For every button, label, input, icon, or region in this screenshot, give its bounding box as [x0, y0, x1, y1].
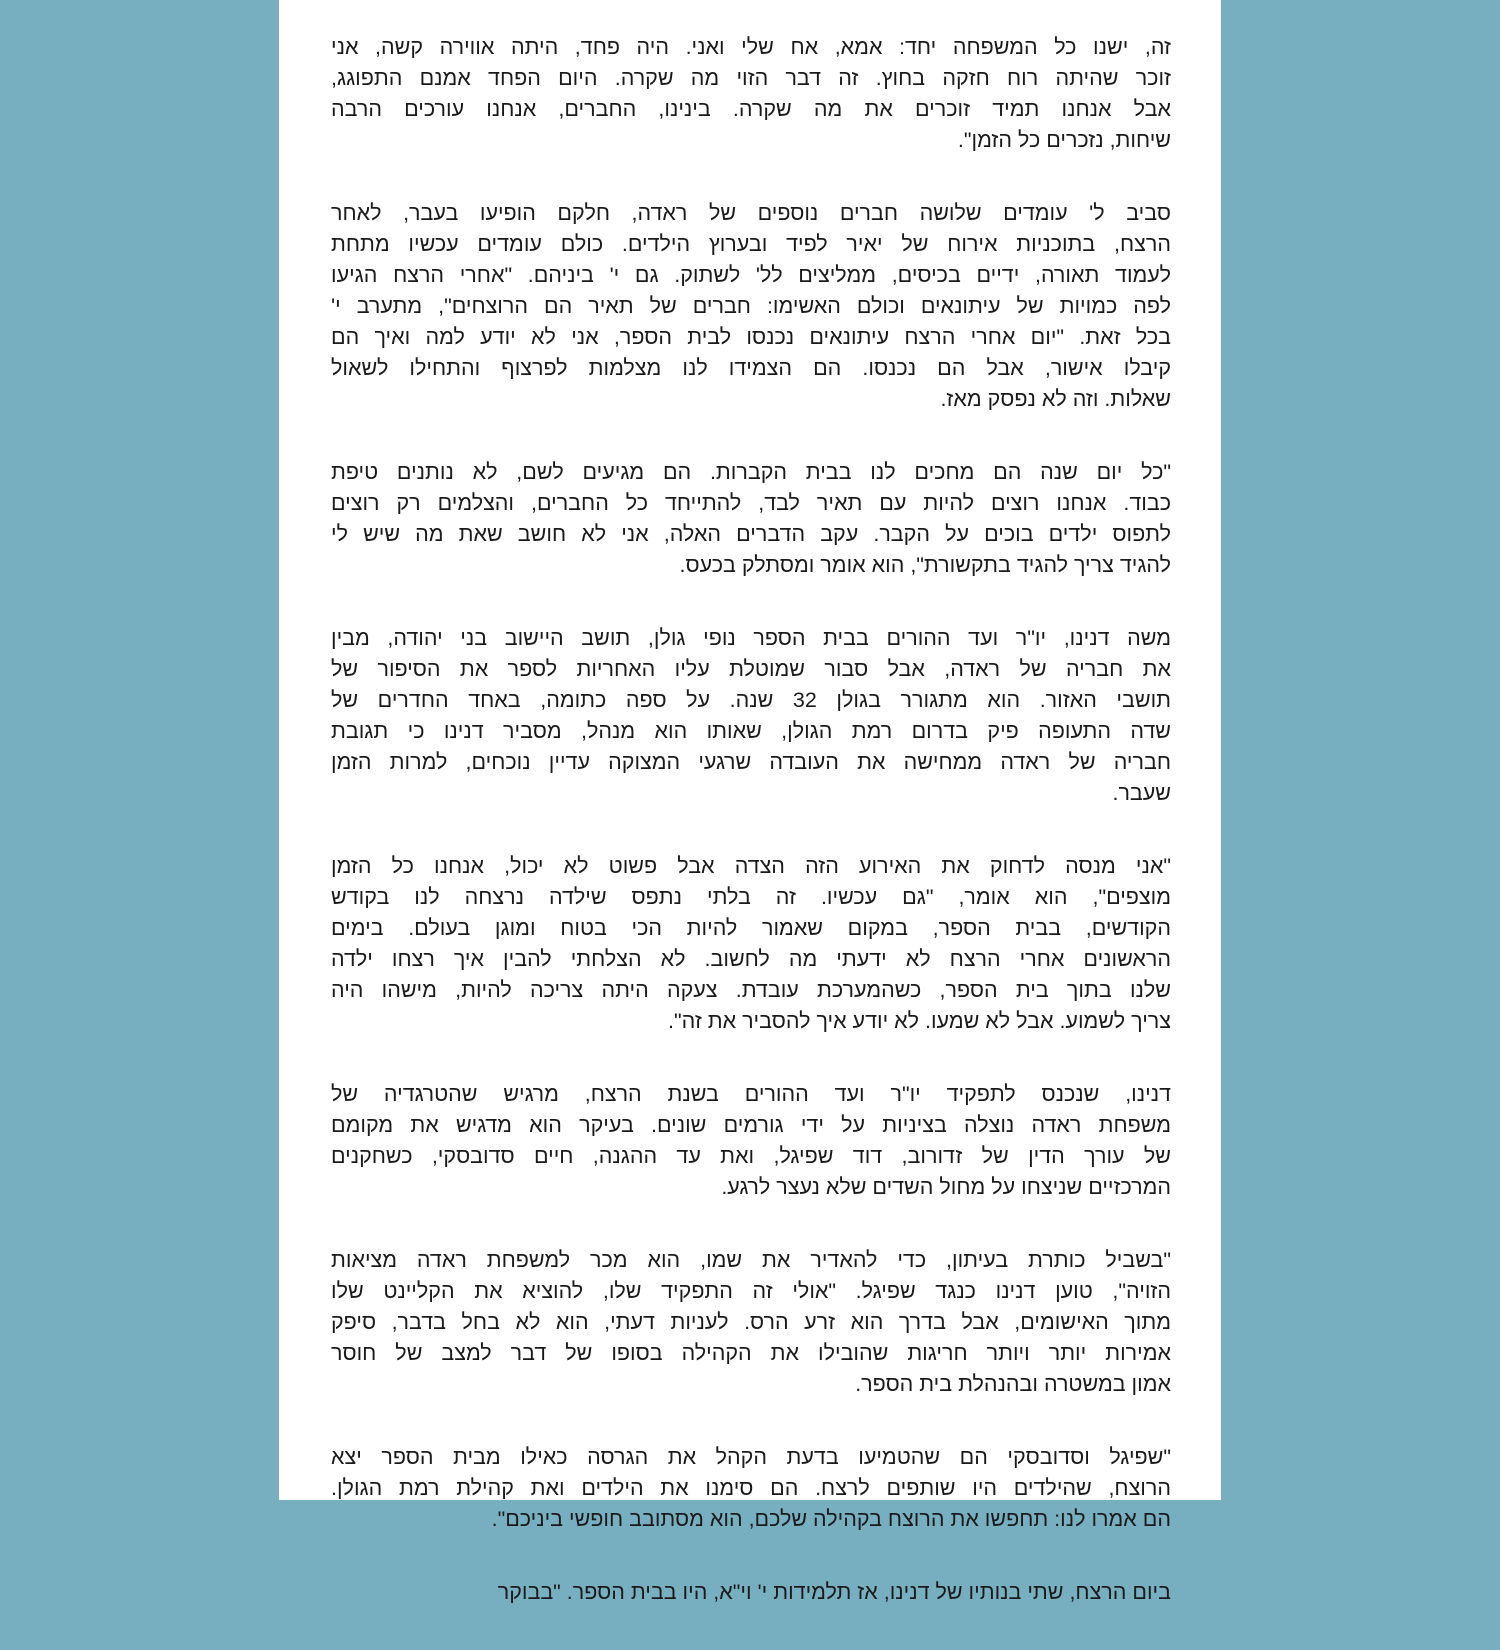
text-line: שיחות, נזכרים כל הזמן". — [957, 128, 1171, 152]
text-line: תושבי האזור. הוא מתגורר בגולן 32 שנה. על ספה כתומה, באחד החדרים של — [331, 688, 1172, 712]
paragraph — [331, 1442, 1171, 1535]
text-line: זוכר שהיתה רוח חזקה בחוץ. זה דבר הזוי מה שקרה. היום הפחד אמנם התפוגג, — [331, 66, 1171, 90]
text-line: שדה התעופה פיק בדרום רמת הגולן, שאותו הוא מנהל, מסביר דנינו כי תגובת — [331, 719, 1171, 743]
text-line: "כל יום שנה הם מחכים לנו בבית הקברות. הם מגיעים לשם, לא נותנים טיפת — [331, 460, 1171, 484]
paragraph — [331, 623, 1171, 809]
text-line: את חבריה של ראדה, אבל סבור שמוטלת עליו האחריות לספר את הסיפור של — [331, 657, 1171, 681]
text-line: כבוד. אנחנו רוצים להיות עם תאיר לבד, להתייחד כל החברים, והצלמים רק רוצים — [331, 491, 1171, 515]
text-line: צריך לשמוע. אבל לא שמעו. לא יודע איך להסביר את זה". — [668, 1009, 1171, 1033]
text-line: שלנו בתוך בית הספר, כשהמערכת עובדת. צעקה היתה צריכה להיות, מישהו היה — [331, 978, 1171, 1002]
paragraph — [331, 32, 1171, 156]
text-line: קיבלו אישור, אבל הם נכנסו. הם הצמידו לנו מצלמות לפרצוף והתחילו לשאול — [331, 356, 1171, 380]
text-line: משפחת ראדה נוצלה בציניות על ידי גורמים שונים. בעיקר הוא מדגיש את מקומם — [331, 1113, 1171, 1137]
paragraph — [331, 1577, 1171, 1608]
text-line: "בשביל כותרת בעיתון, כדי להאדיר את שמו, הוא מכר למשפחת ראדה מציאות — [331, 1248, 1171, 1272]
text-line: זה, ישנו כל המשפחה יחד: אמא, אח שלי ואני. היה פחד, היתה אווירה קשה, אני — [331, 35, 1171, 59]
text-line: דנינו, שנכנס לתפקיד יו"ר ועד ההורים בשנת הרצח, מרגיש שהטרגדיה של — [331, 1082, 1171, 1106]
text-line: שאלות. וזה לא נפסק מאז. — [940, 387, 1171, 411]
text-line: הרצח, בתוכניות אירוח של יאיר לפיד ובערוץ הילדים. כולם עומדים עכשיו מתחת — [331, 232, 1171, 256]
paragraph — [331, 457, 1171, 581]
text-line: אמון במשטרה ובהנהלת בית הספר. — [855, 1372, 1171, 1396]
text-line: שעבר. — [1112, 781, 1171, 805]
text-line: "אני מנסה לדחוק את האירוע הזה הצדה אבל פשוט לא יכול, אנחנו כל הזמן — [331, 854, 1171, 878]
text-line: לפה כמויות של עיתונאים וכולם האשימו: חברים של תאיר הם הרוצחים", מתערב י' — [331, 294, 1171, 318]
scanned-page — [279, 0, 1221, 1604]
text-line: המרכזיים שניצחו על מחול השדים שלא נעצר לרגע. — [721, 1175, 1171, 1199]
text-line: חבריה של ראדה ממחישה את העובדה שרגעי המצוקה עדיין נוכחים, למרות הזמן — [331, 750, 1171, 774]
text-line: אבל אנחנו תמיד זוכרים את מה שקרה. בינינו, החברים, אנחנו עורכים הרבה — [331, 97, 1171, 121]
text-line: הם אמרו לנו: תחפשו את הרוצח בקהילה שלכם, הוא מסתובב חופשי ביניכם". — [491, 1507, 1171, 1531]
text-line: אמירות יותר ויותר חריגות שהובילו את הקהילה בסופו של דבר למצב של חוסר — [331, 1341, 1171, 1365]
text-line: בכל זאת. "יום אחרי הרצח עיתונאים נכנסו לבית הספר, אני לא יודע למה ואיך הם — [331, 325, 1171, 349]
paragraph — [331, 1079, 1171, 1203]
article-text — [331, 32, 1171, 1650]
text-line: הזויה", טוען דנינו כנגד שפיגל. "אולי זה התפקיד שלו, להוציא את הקליינט שלו — [331, 1279, 1171, 1303]
text-line: לעמוד תאורה, ידיים בכיסים, ממליצים לל' לשתוק. גם י' ביניהם. "אחרי הרצח הגיעו — [331, 263, 1171, 287]
text-line: מוצפים", הוא אומר, "גם עכשיו. זה בלתי נתפס שילדה נרצחה לנו בקודש — [331, 885, 1171, 909]
text-line: הראשונים אחרי הרצח לא ידעתי מה לחשוב. לא הצלחתי להבין איך רצחו ילדה — [331, 947, 1171, 971]
text-line: "שפיגל וסדובסקי הם שהטמיעו בדעת הקהל את הגרסה כאילו מבית הספר יצא — [331, 1445, 1171, 1469]
text-line: הרוצח, שהילדים היו שותפים לרצח. הם סימנו את הילדים ואת קהילת רמת הגולן. — [331, 1476, 1171, 1500]
paragraph — [331, 198, 1171, 415]
paragraph — [331, 851, 1171, 1037]
text-line: להגיד צריך להגיד בתקשורת", הוא אומר ומסתלק בכעס. — [679, 553, 1171, 577]
paragraph — [331, 1245, 1171, 1400]
text-line: מתוך האישומים, אבל בדרך הוא זרע הרס. לעניות דעתי, הוא לא בחל בדבר, סיפק — [331, 1310, 1171, 1334]
text-line: לתפוס ילדים בוכים על הקבר. עקב הדברים האלה, אני לא חושב שאת מה שיש לי — [331, 522, 1171, 546]
text-line: סביב ל' עומדים שלושה חברים נוספים של ראדה, חלקם הופיעו בעבר, לאחר — [331, 201, 1171, 225]
text-line: משה דנינו, יו"ר ועד ההורים בבית הספר נופי גולן, תושב היישוב בני יהודה, מבין — [331, 626, 1171, 650]
text-line: ביום הרצח, שתי בנותיו של דנינו, אז תלמידות י' וי"א, היו בבית הספר. "בבוקר — [497, 1580, 1171, 1604]
text-line: הקודשים, בבית הספר, במקום שאמור להיות הכי בטוח ומוגן בעולם. בימים — [331, 916, 1171, 940]
text-line: של עורך הדין של זדורוב, דוד שפיגל, ואת עד ההגנה, חיים סדובסקי, כשחקנים — [331, 1144, 1171, 1168]
